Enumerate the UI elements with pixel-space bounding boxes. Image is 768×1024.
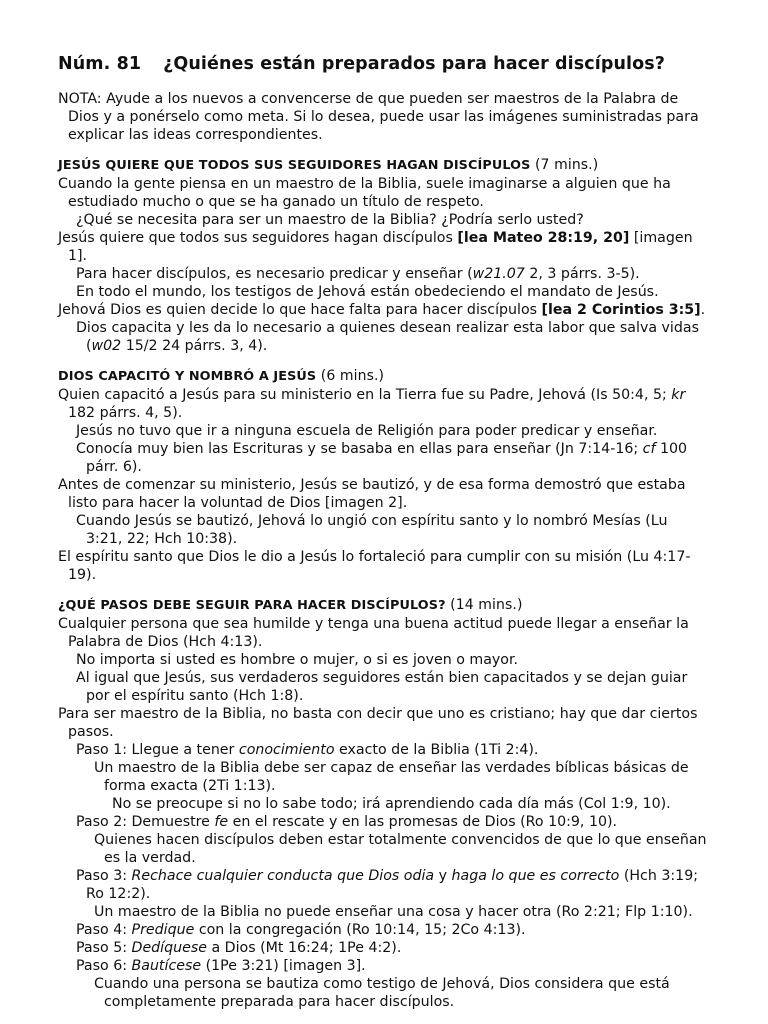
- line-text: en el rescate y en las promesas de Dios (Ro 10:9, 10).: [228, 814, 618, 830]
- section-heading: [58, 596, 708, 615]
- line-text: Para ser maestro de la Biblia, no basta con decir que uno es cristiano; hay que dar ciertos pasos.: [58, 706, 698, 740]
- emphasis-text: Dedíquese: [131, 940, 207, 956]
- line-text: Un maestro de la Biblia no puede enseñar una cosa y hacer otra (Ro 2:21; Flp 1:10).: [94, 904, 693, 920]
- line-text: No importa si usted es hombre o mujer, o si es joven o mayor.: [76, 652, 519, 668]
- outline-line: [58, 921, 708, 939]
- outline-line: [58, 903, 708, 921]
- emphasis-text: haga lo que es correcto: [451, 868, 620, 884]
- section-2: [58, 367, 708, 584]
- line-text: Un maestro de la Biblia debe ser capaz de enseñar las verdades bíblicas básicas de forma exacta (2Ti 1:13).: [94, 760, 689, 794]
- line-text: No se preocupe si no lo sabe todo; irá aprendiendo cada día más (Col 1:9, 10).: [112, 796, 671, 812]
- line-text: [imagen 1].: [68, 230, 693, 264]
- outline-line: [58, 319, 708, 355]
- line-text: Jesús no tuvo que ir a ninguna escuela de Religión para poder predicar y enseñar.: [76, 423, 658, 439]
- outline-line: [58, 813, 708, 831]
- section-1: [58, 156, 708, 355]
- line-text: 182 párrs. 4, 5).: [68, 405, 183, 421]
- title-number: Núm. 81: [58, 54, 142, 74]
- emphasis-text: w21.07: [472, 266, 525, 282]
- title-text: ¿Quiénes están preparados para hacer discípulos?: [163, 54, 665, 74]
- line-text: Para hacer discípulos, es necesario predicar y enseñar (: [76, 266, 473, 282]
- outline-line: [58, 705, 708, 741]
- emphasis-text: cf: [642, 441, 656, 457]
- emphasis-text: Predique: [131, 922, 195, 938]
- emphasis-text: conocimiento: [238, 742, 335, 758]
- line-text: (1Pe 3:21) [imagen 3].: [201, 958, 366, 974]
- outline-line: [58, 975, 708, 1011]
- line-text: 15/2 24 párrs. 3, 4).: [121, 338, 268, 354]
- line-text: (Hch 3:19; Ro 12:2).: [86, 868, 698, 902]
- line-text: exacto de la Biblia (1Ti 2:4).: [334, 742, 539, 758]
- section-heading-text: DIOS CAPACITÓ Y NOMBRÓ A JESÚS: [58, 369, 317, 384]
- emphasis-text: w02: [91, 338, 122, 354]
- outline-line: [58, 669, 708, 705]
- outline-line: [58, 422, 708, 440]
- outline-line: [58, 229, 708, 265]
- outline-line: [58, 651, 708, 669]
- line-text: Quien capacitó a Jesús para su ministerio en la Tierra fue su Padre, Jehová (Is 50:4, 5;: [58, 387, 672, 403]
- line-text: Paso 3:: [76, 868, 132, 884]
- line-text: Cualquier persona que sea humilde y tenga una buena actitud puede llegar a enseñar la Palabra de Dios (Hch 4:13).: [58, 616, 689, 650]
- line-text: Paso 2: Demuestre: [76, 814, 215, 830]
- outline-line: [58, 512, 708, 548]
- line-text: Al igual que Jesús, sus verdaderos seguidores están bien capacitados y se dejan guiar por el espíritu santo (Hch 1:8).: [76, 670, 688, 704]
- line-text: Quienes hacen discípulos deben estar totalmente convencidos de que lo que enseñan es la verdad.: [94, 832, 707, 866]
- outline-line: [58, 440, 708, 476]
- line-text: a Dios (Mt 16:24; 1Pe 4:2).: [206, 940, 402, 956]
- section-3: [58, 596, 708, 1011]
- line-text: El espíritu santo que Dios le dio a Jesús lo fortaleció para cumplir con su misión (Lu 4:17-19).: [58, 549, 691, 583]
- outline-line: [58, 795, 708, 813]
- section-heading: [58, 156, 708, 175]
- line-text: 2, 3 párrs. 3-5).: [524, 266, 640, 282]
- outline-line: [58, 831, 708, 867]
- outline-line: [58, 283, 708, 301]
- outline-line: [58, 741, 708, 759]
- line-text: Cuando una persona se bautiza como testigo de Jehová, Dios considera que está completamente preparada para hacer discípulos.: [94, 976, 670, 1010]
- scripture-reference: [lea Mateo 28:19, 20]: [457, 230, 630, 246]
- emphasis-text: Rechace cualquier conducta que Dios odia: [131, 868, 435, 884]
- line-text: En todo el mundo, los testigos de Jehová están obedeciendo el mandato de Jesús.: [76, 284, 659, 300]
- line-text: Antes de comenzar su ministerio, Jesús se bautizó, y de esa forma demostró que estaba listo para hacer la voluntad de Dios [imagen 2].: [58, 477, 686, 511]
- line-text: y: [434, 868, 452, 884]
- line-text: Jehová Dios es quien decide lo que hace falta para hacer discípulos: [58, 302, 542, 318]
- line-text: 100 párr. 6).: [86, 441, 688, 475]
- outline-line: [58, 211, 708, 229]
- outline-line: [58, 615, 708, 651]
- line-text: ¿Qué se necesita para ser un maestro de la Biblia? ¿Podría serlo usted?: [76, 212, 584, 228]
- line-text: Paso 4:: [76, 922, 132, 938]
- section-time: (14 mins.): [445, 597, 523, 613]
- line-text: Paso 6:: [76, 958, 132, 974]
- scripture-reference: [lea 2 Corintios 3:5]: [541, 302, 701, 318]
- line-text: con la congregación (Ro 10:14, 15; 2Co 4:13).: [194, 922, 526, 938]
- outline-line: [58, 175, 708, 211]
- line-text: .: [700, 302, 706, 318]
- emphasis-text: Bautícese: [131, 958, 202, 974]
- line-text: Jesús quiere que todos sus seguidores hagan discípulos: [58, 230, 458, 246]
- outline-line: [58, 386, 708, 422]
- line-text: Paso 1: Llegue a tener: [76, 742, 239, 758]
- outline-line: [58, 759, 708, 795]
- section-time: (7 mins.): [530, 157, 599, 173]
- outline-line: [58, 265, 708, 283]
- outline-line: [58, 957, 708, 975]
- outline-line: [58, 939, 708, 957]
- line-text: Cuando Jesús se bautizó, Jehová lo ungió con espíritu santo y lo nombró Mesías (Lu 3:21, 22; Hch 10:38).: [76, 513, 668, 547]
- line-text: Paso 5:: [76, 940, 132, 956]
- line-text: Dios capacita y les da lo necesario a quienes desean realizar esta labor que salva vidas (: [76, 320, 699, 354]
- outline-line: [58, 548, 708, 584]
- note-paragraph: NOTA: Ayude a los nuevos a convencerse de que pueden ser maestros de la Palabra de Dios y a ponérselo como meta. Si lo desea, puede usar las imágenes suministradas para explicar las ideas correspondientes.: [58, 91, 699, 143]
- line-text: Cuando la gente piensa en un maestro de la Biblia, suele imaginarse a alguien que ha estudiado mucho o que se ha ganado un título de respeto.: [58, 176, 671, 210]
- outline-line: [58, 476, 708, 512]
- section-heading-text: ¿QUÉ PASOS DEBE SEGUIR PARA HACER DISCÍPULOS?: [58, 598, 446, 613]
- section-heading: [58, 367, 708, 386]
- section-time: (6 mins.): [316, 368, 385, 384]
- page-title: [58, 52, 708, 76]
- emphasis-text: kr: [671, 387, 686, 403]
- line-text: Conocía muy bien las Escrituras y se basaba en ellas para enseñar (Jn 7:14-16;: [76, 441, 643, 457]
- outline-line: [58, 867, 708, 903]
- sections-container: [58, 156, 708, 1011]
- section-heading-text: JESÚS QUIERE QUE TODOS SUS SEGUIDORES HAGAN DISCÍPULOS: [58, 158, 531, 173]
- outline-line: [58, 301, 708, 319]
- emphasis-text: fe: [214, 814, 229, 830]
